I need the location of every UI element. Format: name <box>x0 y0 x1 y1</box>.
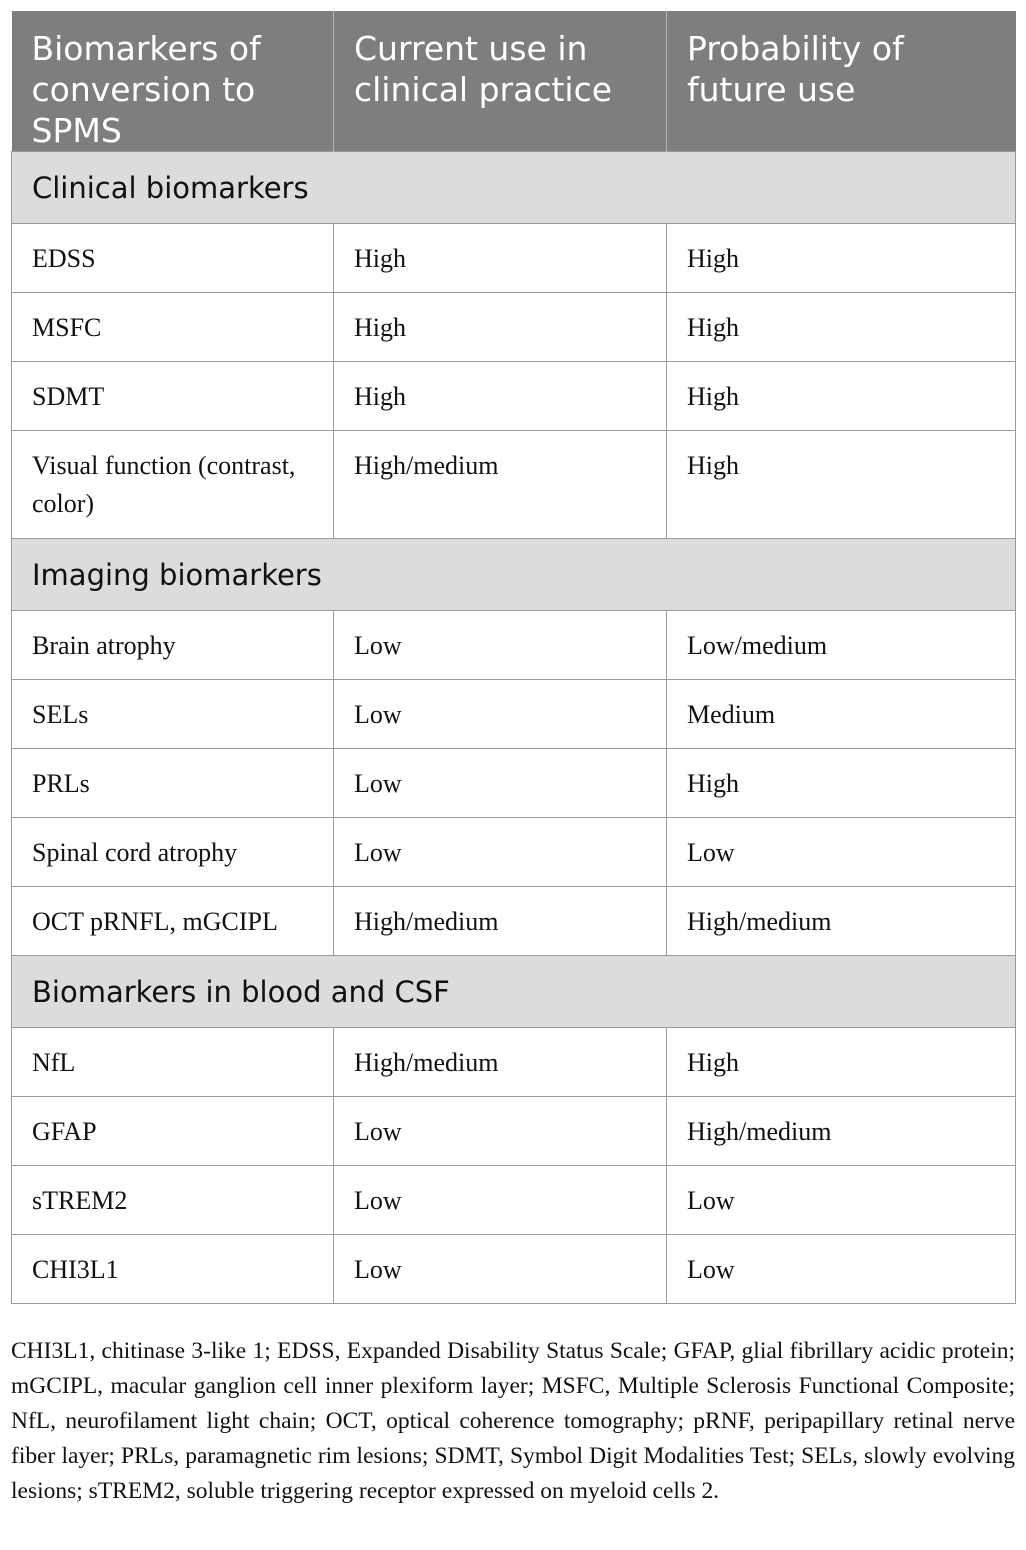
biomarker-cell: GFAP <box>12 1097 334 1166</box>
future-use-cell: Low <box>667 1166 1016 1235</box>
section-row-blood-csf <box>12 956 1016 1028</box>
header-row <box>12 11 1016 152</box>
current-use-cell: Low <box>334 680 667 749</box>
table-row <box>12 749 1016 818</box>
current-use-cell: High <box>334 224 667 293</box>
table-row <box>12 362 1016 431</box>
table-row <box>12 680 1016 749</box>
table-row <box>12 1235 1016 1304</box>
current-use-cell: Low <box>334 1166 667 1235</box>
table-row <box>12 1097 1016 1166</box>
future-use-cell: High <box>667 293 1016 362</box>
section-title: Biomarkers in blood and CSF <box>12 956 1016 1028</box>
current-use-cell: High/medium <box>334 1028 667 1097</box>
biomarker-cell: EDSS <box>12 224 334 293</box>
table-footnote: CHI3L1, chitinase 3-like 1; EDSS, Expanded Disability Status Scale; GFAP, glial fibrillary acidic protein; mGCIPL, macular ganglion cell inner plexiform layer; MSFC, Multiple Sclerosis Functional Composite; NfL, neurofilament light chain; OCT, optical coherence tomography; pRNF, peripapillary retinal nerve fiber layer; PRLs, paramagnetic rim lesions; SDMT, Symbol Digit Modalities Test; SELs, slowly evolving lesions; sTREM2, soluble triggering receptor expressed on myeloid cells 2. <box>11 1338 1015 1504</box>
current-use-cell: High/medium <box>334 887 667 956</box>
table-row <box>12 224 1016 293</box>
future-use-cell: Low/medium <box>667 611 1016 680</box>
section-row-imaging <box>12 539 1016 611</box>
biomarker-cell: CHI3L1 <box>12 1235 334 1304</box>
biomarker-cell: Brain atrophy <box>12 611 334 680</box>
current-use-cell: Low <box>334 611 667 680</box>
column-header-current-use: Current use in clinical practice <box>334 11 667 152</box>
table-row <box>12 611 1016 680</box>
biomarker-cell: Spinal cord atrophy <box>12 818 334 887</box>
table-row <box>12 1166 1016 1235</box>
section-row-clinical <box>12 152 1016 224</box>
current-use-cell: Low <box>334 1235 667 1304</box>
table-row <box>12 818 1016 887</box>
biomarker-cell: SELs <box>12 680 334 749</box>
table-row <box>12 293 1016 362</box>
future-use-cell: High/medium <box>667 887 1016 956</box>
biomarker-cell: Visual function (contrast, color) <box>12 431 334 539</box>
future-use-cell: High <box>667 362 1016 431</box>
biomarker-cell: SDMT <box>12 362 334 431</box>
current-use-cell: Low <box>334 818 667 887</box>
column-header-biomarker: Biomarkers of conversion to SPMS <box>12 11 334 152</box>
current-use-cell: High <box>334 362 667 431</box>
future-use-cell: Low <box>667 1235 1016 1304</box>
future-use-cell: High <box>667 224 1016 293</box>
future-use-cell: High <box>667 431 1016 539</box>
future-use-cell: Low <box>667 818 1016 887</box>
biomarker-cell: sTREM2 <box>12 1166 334 1235</box>
future-use-cell: High <box>667 749 1016 818</box>
current-use-cell: High <box>334 293 667 362</box>
biomarker-cell: NfL <box>12 1028 334 1097</box>
biomarker-cell: OCT pRNFL, mGCIPL <box>12 887 334 956</box>
table-row <box>12 1028 1016 1097</box>
table-row <box>12 887 1016 956</box>
future-use-cell: High <box>667 1028 1016 1097</box>
table-row <box>12 431 1016 539</box>
current-use-cell: Low <box>334 1097 667 1166</box>
biomarker-cell: PRLs <box>12 749 334 818</box>
section-title: Imaging biomarkers <box>12 539 1016 611</box>
future-use-cell: High/medium <box>667 1097 1016 1166</box>
column-header-future-use: Probability of future use <box>667 11 1016 152</box>
biomarker-cell: MSFC <box>12 293 334 362</box>
future-use-cell: Medium <box>667 680 1016 749</box>
section-title: Clinical biomarkers <box>12 152 1016 224</box>
biomarker-table <box>11 11 1016 1304</box>
current-use-cell: High/medium <box>334 431 667 539</box>
current-use-cell: Low <box>334 749 667 818</box>
